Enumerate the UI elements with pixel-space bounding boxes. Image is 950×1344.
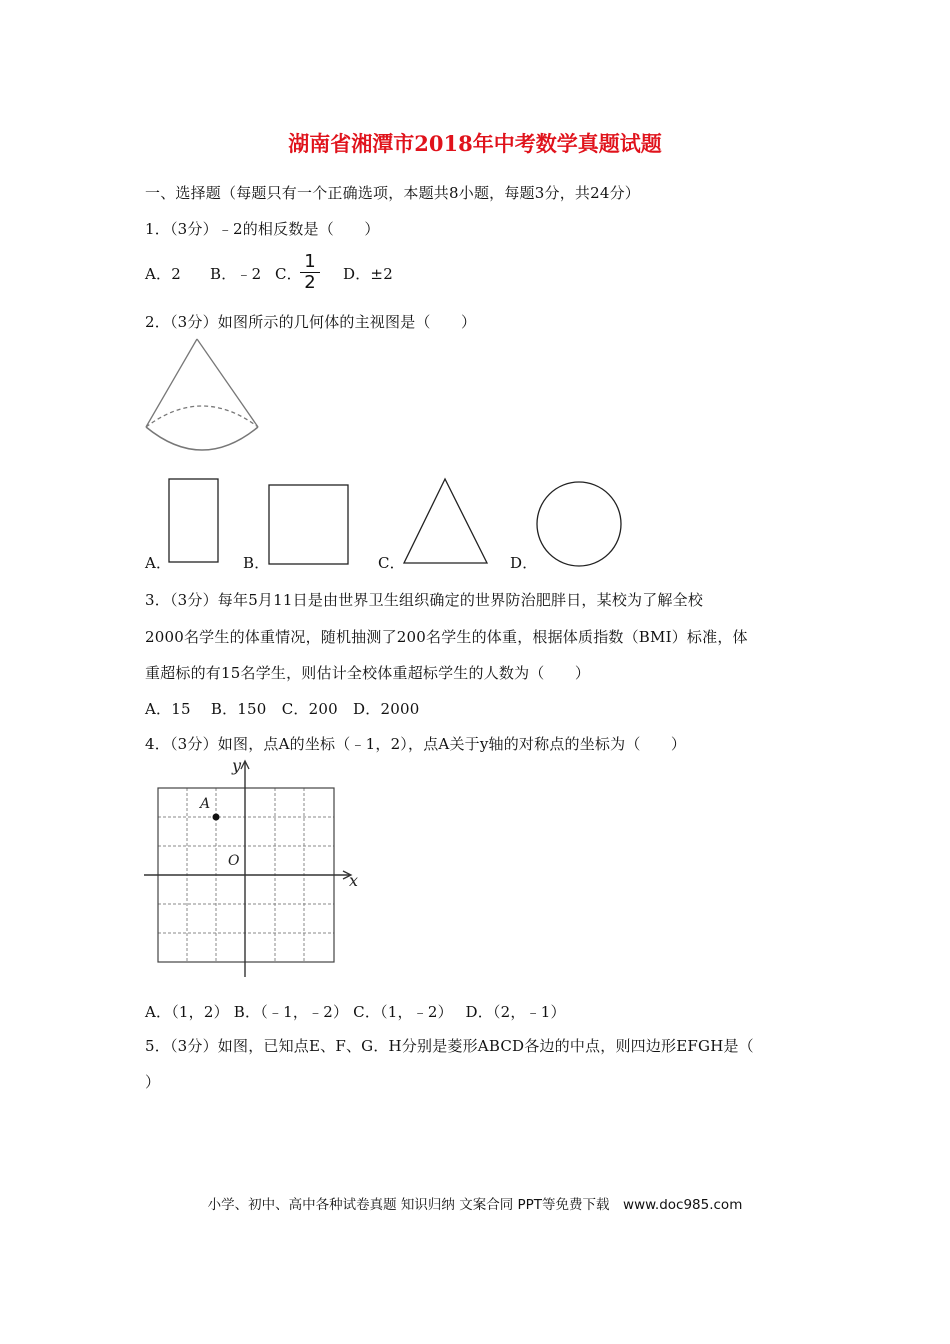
- x-axis-label: x: [349, 871, 359, 890]
- page-footer: 小学、初中、高中各种试卷真题 知识归纳 文案合同 PPT等免费下载 www.doc985.com: [207, 1197, 743, 1213]
- question-1-fraction: [300, 253, 320, 292]
- question-2-option-b: B．: [243, 554, 270, 572]
- fraction-denominator: 2: [304, 272, 316, 293]
- question-2-option-d: D．: [510, 554, 538, 572]
- question-3-line-2: 2000名学生的体重情况，随机抽测了200名学生的体重，根据体质指数（BMI）标准，体: [145, 628, 748, 646]
- question-3-line-1: 3．（3分）每年5月11日是由世界卫生组织确定的世界防治肥胖日，某校为了解全校: [145, 591, 704, 609]
- section-heading: 一、选择题（每题只有一个正确选项，本题共8小题，每题3分，共24分）: [145, 184, 640, 202]
- question-5-line-1: 5．（3分）如图，已知点E、F、G．H分别是菱形ABCD各边的中点，则四边形EFGH是（: [145, 1037, 754, 1055]
- option-b-square: [268, 484, 350, 566]
- option-a-rectangle: [168, 478, 220, 564]
- y-axis-label: y: [232, 756, 242, 775]
- question-2-stem: 2．（3分）如图所示的几何体的主视图是（ ）: [145, 313, 477, 331]
- question-1-option-c: C．: [275, 265, 302, 283]
- question-2-option-a: A．: [145, 554, 172, 572]
- option-c-triangle: [400, 477, 492, 567]
- question-5-line-2: ）: [145, 1073, 161, 1091]
- question-1-option-b: B．﹣2: [210, 265, 262, 283]
- coordinate-grid-figure: [140, 755, 370, 980]
- cone-figure: [140, 335, 270, 460]
- question-4-stem: 4．（3分）如图，点A的坐标（﹣1，2），点A关于y轴的对称点的坐标为（ ）: [145, 735, 687, 753]
- question-2-option-c: C．: [378, 554, 405, 572]
- question-1-option-d: D．±2: [343, 265, 393, 283]
- origin-label: O: [228, 853, 240, 869]
- point-a-label: A: [200, 796, 211, 812]
- question-1-option-a: A．2: [145, 265, 181, 283]
- point-a-marker: [213, 814, 220, 821]
- question-1-stem: 1．（3分）﹣2的相反数是（ ）: [145, 220, 380, 238]
- question-3-options: A．15 B．150 C．200 D．2000: [145, 700, 420, 718]
- question-4-options: A．（1，2） B．（﹣1，﹣2） C．（1，﹣2） D．（2，﹣1）: [145, 1003, 566, 1021]
- question-3-line-3: 重超标的有15名学生，则估计全校体重超标学生的人数为（ ）: [145, 664, 591, 682]
- page-title: 湖南省湘潭市2018年中考数学真题试题: [288, 131, 662, 156]
- fraction-numerator: 1: [304, 251, 316, 272]
- option-d-circle: [534, 480, 624, 570]
